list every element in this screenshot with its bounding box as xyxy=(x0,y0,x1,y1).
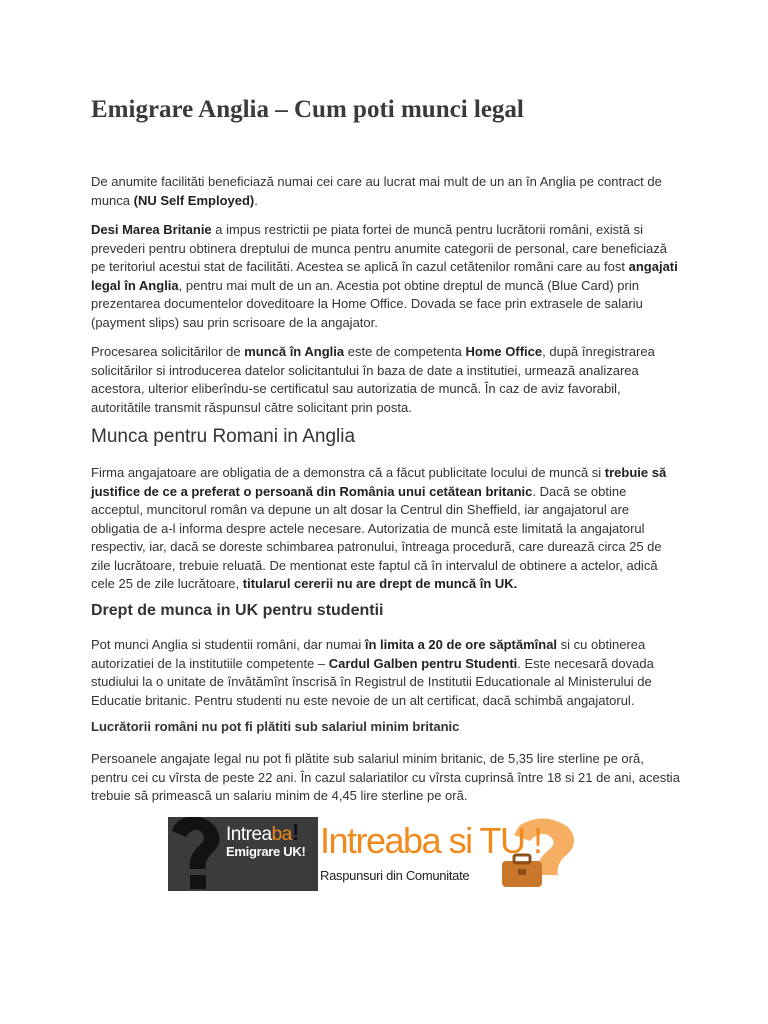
text: . Dacă se obtine acceptul, muncitorul român va depune un alt dosar la Centrul din Sheffield, iar angajatorul are obligatia de a-l informa despre actele necesare. Autorizatia de muncă este limitată la angajatorul respectiv, iar, dacă se doreste schimbarea patronului, întreaga procedură, care durează circa 25 de zile lucrătoare, trebuie reluată. De mentionat este faptul că în intervalul de obtinere a actelor, adică cele 25 de zile lucrătoare, xyxy=(91,483,662,591)
text: Procesarea solicitărilor de xyxy=(91,344,245,359)
banner-tagline: Raspunsuri din Comunitate xyxy=(320,868,470,883)
minor-heading: Lucrătorii români nu pot fi plătiti sub salariul minim britanic xyxy=(91,719,460,734)
paragraph-3 xyxy=(91,464,681,594)
text: , pentru mai mult de un an. Acestia pot obtine dreptul de muncă (Blue Card) prin prezentarea documentelor doveditoare la Home Office. Dovada se face prin extrasele de salariu (payment slips) sau prin scrisoare de la angajator. xyxy=(91,277,643,330)
text: . xyxy=(254,192,258,208)
intro-paragraph xyxy=(91,173,681,210)
text: Pot munci Anglia si studentii români, dar numai xyxy=(91,637,365,652)
bold-text: Cardul Galben pentru Studenti xyxy=(328,655,518,671)
section-heading: Munca pentru Romani in Anglia xyxy=(91,426,356,447)
text: De anumite facilităti beneficiază numai cei care au lucrat mai mult de un an în Anglia pe contract de munca xyxy=(91,174,662,208)
brand-text: Intrea xyxy=(226,824,272,845)
bold-text: trebuie să justifice de ce a preferat o persoană din România unui cetătean britanic xyxy=(91,465,667,499)
bold-text: (NU Self Employed) xyxy=(133,192,255,208)
text: . Este necesară dovada studiului la o unitate de învătămînt înscrisă în Registrul de Institutii Educationale al Ministerului de Educatie britanic. Pentru studenti nu este nevoie de un alt certificat, dacă schimbă angajatorul. xyxy=(91,655,654,708)
ask-banner[interactable] xyxy=(168,817,600,891)
text: a impus restrictii pe piata fortei de muncă pentru lucrătorii români, există si prevederi pentru obtinera dreptului de munca pentru anumite categorii de personal, care beneficiază pe teritoriul acestui stat de facilităti. Acestea se aplică în cazul cetătenilor români care au fost xyxy=(91,222,667,274)
brand-subtitle: Emigrare UK! xyxy=(226,844,306,859)
brand-logo xyxy=(226,821,299,844)
text: este de competenta xyxy=(344,344,466,359)
text: Firma angajatoare are obligatia de a demonstra că a făcut publicitate locului de muncă si xyxy=(91,465,605,480)
text: , după înregistrarea solicitărilor si introducerea datelor solicitantului în baza de date a institutiei, urmează analizarea acestora, ulterior eliberîndu-se certificatul sau autorizatia de muncă. În caz de aviz favorabil, autoritătile transmit răspunsul către solicitant prin posta. xyxy=(91,344,655,415)
article-title: Emigrare Anglia – Cum poti munci legal xyxy=(91,96,524,123)
paragraph-5: Persoanele angajate legal nu pot fi plătite sub salariul minim britanic, de 5,35 lire sterline pe oră, pentru cei cu vîrsta de peste 22 ani. În cazul salariatilor cu vîrsta cuprinsă între 18 si 21 de ani, acestia trebuie să primească un salariu minim de 4,45 lire sterline pe oră. xyxy=(91,751,680,803)
text: si cu obtinerea autorizatiei de la institutiile competente – xyxy=(91,637,646,671)
subsection-heading: Drept de munca in UK pentru studentii xyxy=(91,602,384,619)
bold-text: titularul cererii nu are drept de muncă în UK. xyxy=(242,576,518,591)
paragraph-1 xyxy=(91,221,681,332)
bold-text: Desi Marea Britanie xyxy=(91,222,212,237)
paragraph-4 xyxy=(91,636,681,710)
paragraph-2 xyxy=(91,343,681,417)
bold-text: Home Office xyxy=(465,344,543,359)
banner-headline: Intreaba si TU ! xyxy=(320,820,542,861)
bold-text: în limita a 20 de ore săptămînal xyxy=(364,637,558,652)
bold-text: muncă în Anglia xyxy=(244,344,345,359)
bold-text: angajati legal în Anglia xyxy=(91,259,678,293)
brand-exclamation: ! xyxy=(291,819,300,845)
brand-text-accent: ba xyxy=(271,824,292,845)
